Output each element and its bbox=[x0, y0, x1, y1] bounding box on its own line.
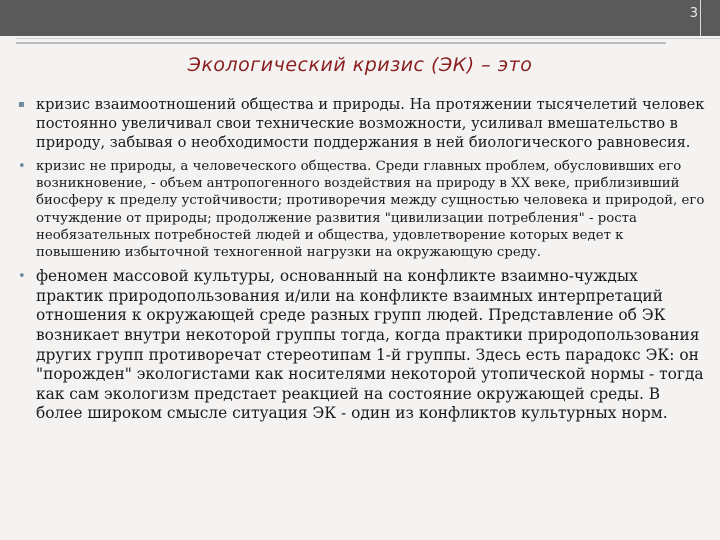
bullet-icon: ▪ bbox=[18, 99, 25, 110]
list-item-text: кризис взаимоотношений общества и природы. На протяжении тысячелетий человек постоянно увеличивал свои технические возможности, усиливал вмешательство в природу, забывая о необходимости поддержания в ней биологического равновесия. bbox=[36, 96, 705, 151]
slide-title: Экологический кризис (ЭК) – это bbox=[187, 54, 533, 76]
top-bar bbox=[0, 0, 720, 36]
bullet-icon: • bbox=[18, 159, 26, 174]
list-item-text: феномен массовой культуры, основанный на конфликте взаимно-чуждых практик природопользования и/или на конфликте взаимных интерпретаций отношения к окружающей среде разных групп людей. Представление об ЭК возникает внутри некоторой группы тогда, когда практики природопользования других групп противоречат стереотипам 1-й группы. Здесь есть парадокс ЭК: он "порожден" экологистами как носителями некоторой утопической нормы - тогда как сам экологизм предстает реакцией на состояние окружающей среды. В более широком смысле ситуация ЭК - один из конфликтов культурных норм. bbox=[36, 267, 704, 423]
list-item-text: кризис не природы, а человеческого общества. Среди главных проблем, обусловивших его возникновение, - объем антропогенного воздействия на природу в ХХ веке, приблизивший биосферу к пределу устойчивости; противоречия между сущностью человека и природой, его отчуждение от природы; продолжение развития "цивилизации потребления" - роста необязательных потребностей людей и общества, удовлетворение которых ведет к повышению избыточной техногенной нагрузки на окружающую среду. bbox=[36, 159, 705, 261]
slide-number: 3 bbox=[689, 6, 698, 21]
decor-line-top bbox=[16, 38, 720, 39]
list-item bbox=[12, 267, 708, 424]
list-item bbox=[12, 158, 708, 261]
bullet-list bbox=[12, 95, 708, 430]
decor-line-bottom bbox=[16, 42, 666, 44]
decor-vertical-line bbox=[700, 0, 701, 36]
list-item bbox=[12, 95, 708, 152]
bullet-icon: • bbox=[18, 269, 26, 285]
